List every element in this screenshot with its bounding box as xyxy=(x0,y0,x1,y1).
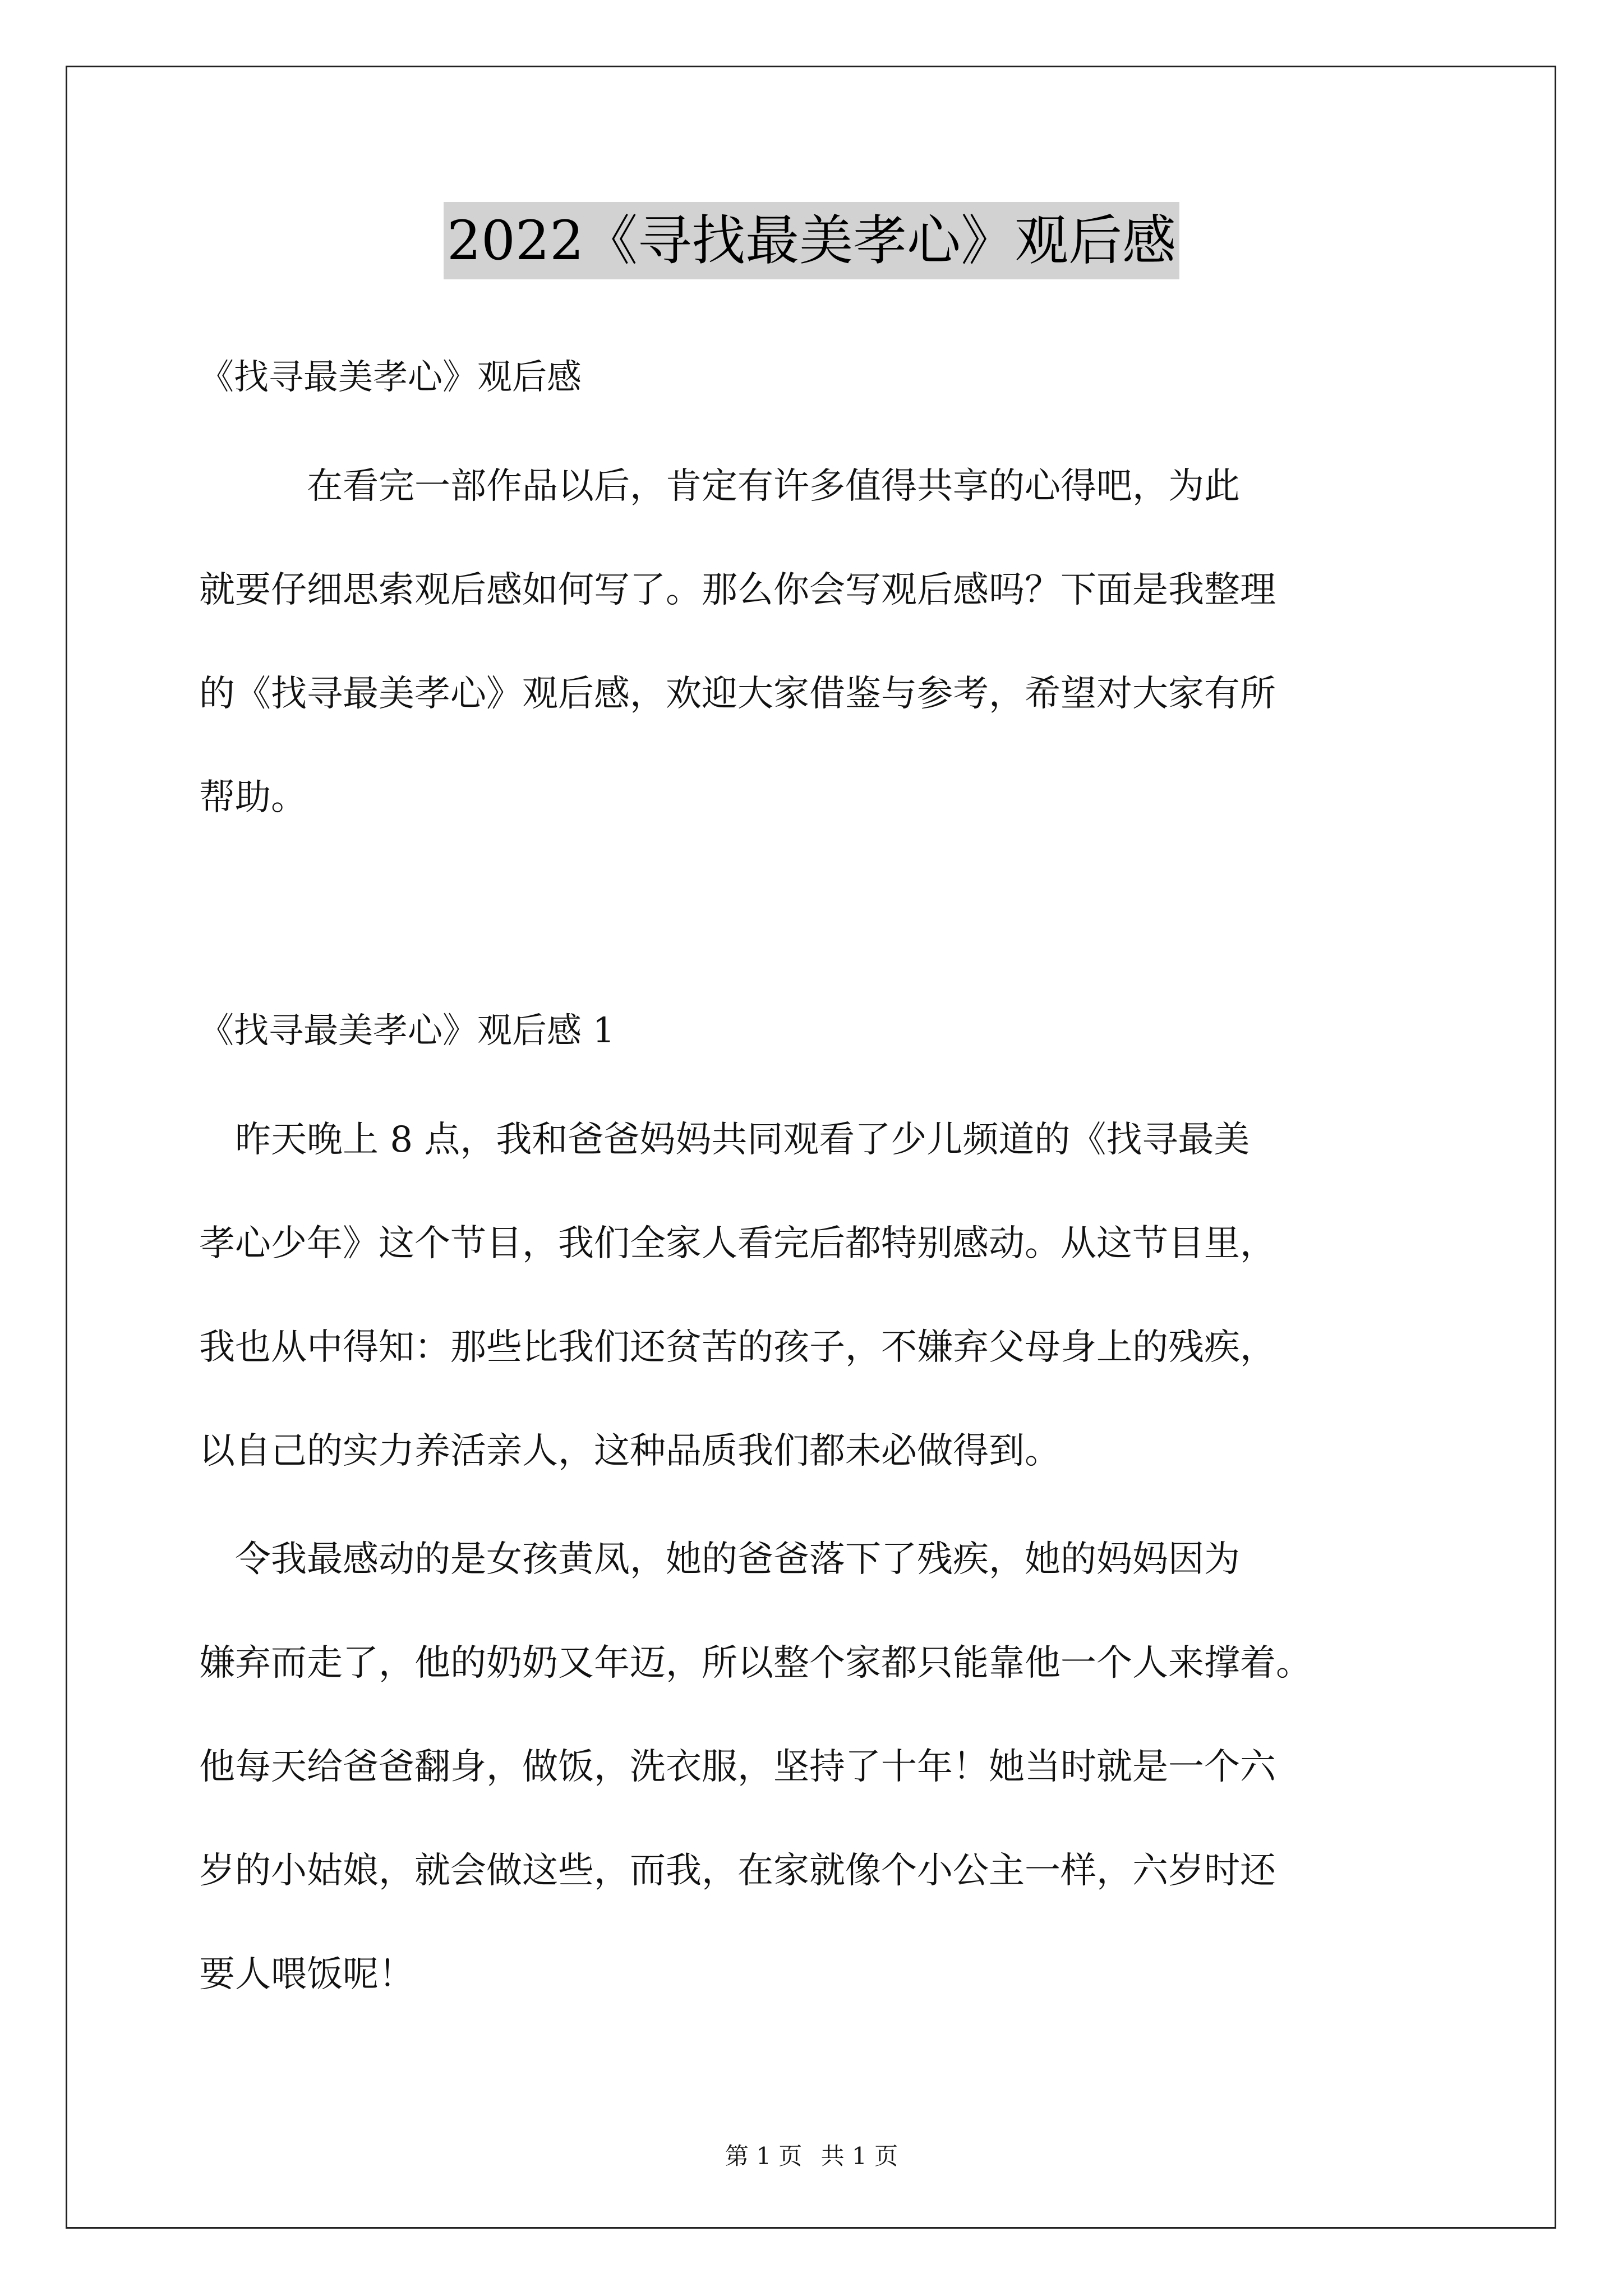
paragraph-line: 帮助。 xyxy=(199,777,307,818)
paragraph-line: 在看完一部作品以后，肯定有许多值得共享的心得吧，为此 xyxy=(199,466,1240,507)
paragraph-line: 就要仔细思索观后感如何写了。那么你会写观后感吗？下面是我整理 xyxy=(199,569,1276,611)
paragraph-line: 孝心少年》这个节目，我们全家人看完后都特别感动。从这节目里， xyxy=(199,1223,1276,1264)
paragraph-line: 令我最感动的是女孩黄凤，她的爸爸落下了残疾，她的妈妈因为 xyxy=(199,1539,1240,1580)
paragraph-line: 他每天给爸爸翻身，做饭，洗衣服，坚持了十年！她当时就是一个六 xyxy=(199,1746,1276,1788)
paragraph-line: 我也从中得知：那些比我们还贫苦的孩子，不嫌弃父母身上的残疾， xyxy=(199,1327,1276,1368)
page-total: 共 1 页 xyxy=(820,2142,898,2170)
paragraph-line: 的《找寻最美孝心》观后感，欢迎大家借鉴与参考，希望对大家有所 xyxy=(199,673,1276,715)
page-number: 第 1 页 xyxy=(725,2142,803,2170)
paragraph-line: 要人喂饭呢！ xyxy=(199,1954,414,1995)
subtitle-line: 《找寻最美孝心》观后感 xyxy=(199,356,582,397)
page-footer xyxy=(0,2141,1623,2172)
document-title: 2022《寻找最美孝心》观后感 xyxy=(444,202,1179,279)
title-container xyxy=(0,202,1623,279)
paragraph-line: 昨天晚上 8 点，我和爸爸妈妈共同观看了少儿频道的《找寻最美 xyxy=(199,1119,1250,1161)
paragraph-line: 嫌弃而走了，他的奶奶又年迈，所以整个家都只能靠他一个人来撑着。 xyxy=(199,1642,1312,1684)
paragraph-line: 以自己的实力养活亲人，这种品质我们都未必做得到。 xyxy=(199,1430,1061,1472)
section-heading: 《找寻最美孝心》观后感 1 xyxy=(199,1010,615,1051)
paragraph-line: 岁的小姑娘，就会做这些，而我，在家就像个小公主一样，六岁时还 xyxy=(199,1850,1276,1892)
